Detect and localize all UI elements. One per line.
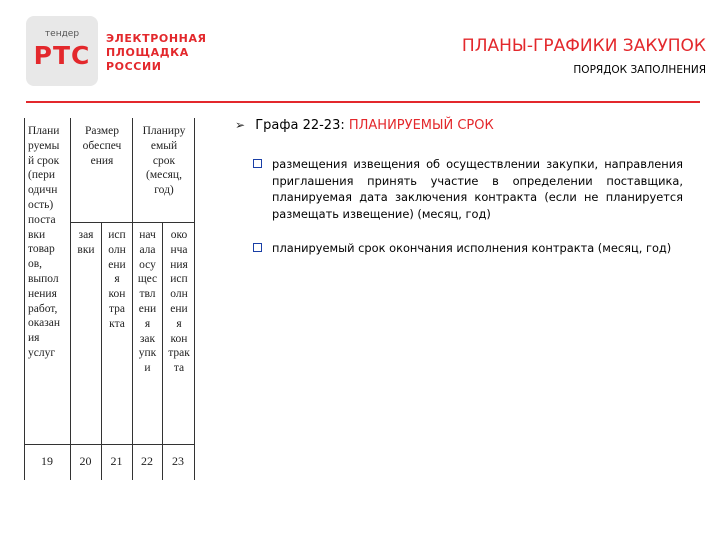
table-cell-line: олн bbox=[108, 243, 126, 256]
header-divider bbox=[26, 101, 700, 103]
list-item bbox=[253, 240, 683, 257]
table-cell-line: нач bbox=[139, 229, 156, 241]
table-col1 bbox=[28, 124, 60, 361]
table-cell-line: я bbox=[114, 273, 120, 286]
table-header-line: Планиру bbox=[142, 125, 186, 137]
table-cell-line: исп bbox=[108, 229, 126, 241]
page-title: ПЛАНЫ-ГРАФИКИ ЗАКУПОК bbox=[461, 36, 706, 56]
table-cell-line: око bbox=[170, 229, 188, 241]
table-border bbox=[24, 444, 195, 445]
table-col1-line: й срок bbox=[28, 154, 60, 167]
table-cell-line: ния bbox=[170, 258, 188, 271]
logo-badge bbox=[26, 16, 98, 86]
table-header-line: емый bbox=[150, 139, 178, 152]
list-item bbox=[253, 156, 683, 222]
table-col1-line: Плани bbox=[28, 125, 60, 137]
table-col1-line: работ, bbox=[28, 302, 58, 315]
table-cell-line: тра bbox=[108, 302, 126, 315]
section-heading-label: Графа 22-23: bbox=[255, 118, 345, 133]
table-cell-line: осу bbox=[139, 258, 156, 271]
table-col1-line: ия bbox=[28, 332, 40, 345]
table-cell-line: упк bbox=[138, 347, 157, 360]
table-col1-line: поста bbox=[28, 213, 56, 226]
section-heading-value: ПЛАНИРУЕМЫЙ СРОК bbox=[348, 118, 494, 133]
table-col1-line: выпол bbox=[28, 272, 59, 285]
table-cell-line: вки bbox=[77, 243, 95, 256]
table-col1-line: одичн bbox=[28, 184, 58, 197]
table-cell-line: трак bbox=[168, 347, 190, 360]
table-header-line: год) bbox=[154, 184, 174, 197]
table-cell-line: я bbox=[144, 317, 151, 330]
checkbox-bullet-icon bbox=[253, 159, 262, 168]
logo-rts-text: РТС bbox=[33, 41, 91, 70]
table-cell-line: твл bbox=[139, 288, 156, 301]
checkbox-bullet-icon bbox=[253, 243, 262, 252]
table-column-number: 19 bbox=[41, 454, 53, 468]
table-cell-line: ала bbox=[139, 243, 156, 256]
table-border bbox=[70, 222, 194, 223]
table-col1-line: (пери bbox=[28, 169, 55, 182]
table-cell-line: щес bbox=[137, 273, 158, 286]
table-cell-line: и bbox=[144, 362, 151, 375]
table-col1-line: нения bbox=[28, 287, 57, 300]
table-header-line: обеспеч bbox=[82, 139, 122, 152]
table-col1-line: товар bbox=[28, 243, 55, 256]
table-col-application bbox=[71, 228, 101, 258]
table-col-start bbox=[132, 228, 163, 376]
table-header-term bbox=[133, 124, 195, 198]
table-col1-line: оказан bbox=[28, 317, 61, 330]
table-cell-line: ени bbox=[108, 258, 126, 271]
table-cell-line: кта bbox=[109, 317, 125, 330]
table-col1-line: услуг bbox=[28, 346, 56, 359]
table-cell-line: зая bbox=[78, 229, 94, 241]
table-col1-line: вки bbox=[28, 228, 46, 241]
logo-caption bbox=[106, 32, 206, 74]
table-cell-line: я bbox=[176, 317, 182, 330]
table-header-line: срок bbox=[152, 154, 176, 167]
table-col-execution bbox=[102, 228, 132, 332]
table-cell-line: исп bbox=[170, 273, 188, 286]
table-header-line: Размер bbox=[84, 125, 119, 137]
table-header-size bbox=[72, 124, 132, 168]
table-column-number: 23 bbox=[172, 454, 184, 468]
table-cell-line: олн bbox=[170, 288, 188, 301]
table-cell-line: кон bbox=[108, 288, 126, 301]
table-column-number: 22 bbox=[141, 454, 153, 468]
table-col-end bbox=[163, 228, 195, 376]
table-cell-line: кон bbox=[170, 332, 188, 345]
table-cell-line: ени bbox=[138, 302, 157, 315]
logo-caption-line: ПЛОЩАДКА bbox=[106, 46, 189, 59]
table-column-number: 21 bbox=[110, 454, 123, 468]
table-col1-line: ов, bbox=[28, 258, 43, 271]
logo-caption-line: ЭЛЕКТРОННАЯ bbox=[106, 32, 207, 45]
table-border bbox=[24, 118, 25, 480]
logo-caption-line: РОССИИ bbox=[106, 60, 162, 73]
table-cell-line: ени bbox=[170, 302, 188, 315]
table-header-line: ения bbox=[90, 154, 114, 167]
table-column-number: 20 bbox=[79, 454, 92, 468]
scanned-table bbox=[24, 118, 196, 480]
logo-tender-text: тендер bbox=[44, 29, 80, 39]
table-border bbox=[70, 118, 71, 480]
table-cell-line: нча bbox=[170, 243, 188, 256]
table-cell-line: та bbox=[173, 362, 185, 375]
list-item-text: размещения извещения об осуществлении закупки, направления приглашения принять участие в определении поставщика, планируемая дата заключения контракта (если не планируется размещать извещение) (месяц, год) bbox=[272, 157, 683, 221]
arrow-bullet-icon: ➢ bbox=[235, 118, 246, 132]
table-col1-line: руемы bbox=[28, 139, 60, 152]
section-heading bbox=[235, 118, 494, 133]
page-subtitle: ПОРЯДОК ЗАПОЛНЕНИЯ bbox=[573, 64, 706, 76]
table-cell-line: зак bbox=[139, 332, 156, 345]
table-header-line: (месяц, bbox=[146, 169, 182, 182]
table-col1-line: ость) bbox=[28, 198, 54, 211]
list-item-text: планируемый срок окончания исполнения контракта (месяц, год) bbox=[272, 241, 672, 255]
